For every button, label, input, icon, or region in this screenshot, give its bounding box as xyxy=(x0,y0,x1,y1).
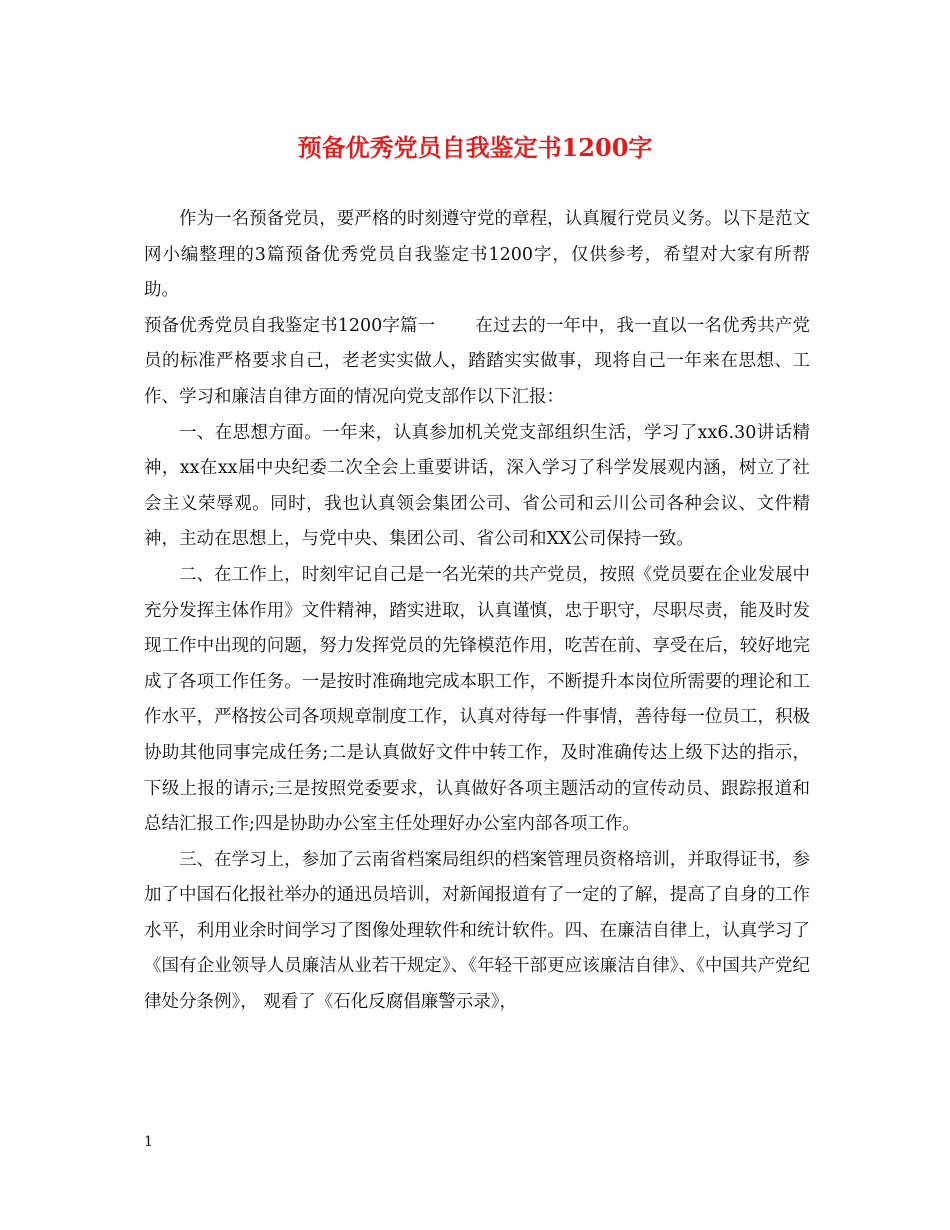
document-body xyxy=(144,202,810,1021)
page-number: 1 xyxy=(144,1134,153,1150)
study-paragraph: 三、在学习上，参加了云南省档案局组织的档案管理员资格培训，并取得证书，参加了中国石化报社举办的通迅员培训，对新闻报道有了一定的了解，提高了自身的工作水平，利用业余时间学习了图像处理软件和统计软件。四、在廉洁自律上，认真学习了《国有企业领导人员廉洁从业若干规定》、《年轻干部更应该廉洁自律》、《中国共产党纪律处分条例》， 观看了《石化反腐倡廉警示录》， xyxy=(144,849,810,1013)
section-paragraph xyxy=(144,309,810,416)
work-paragraph: 二、在工作上，时刻牢记自己是一名光荣的共产党员，按照《党员要在企业发展中充分发挥主体作用》文件精神，踏实进取，认真谨慎，忠于职守，尽职尽责，能及时发现工作中出现的问题，努力发挥党员的先锋模范作用，吃苦在前、享受在后，较好地完成了各项工作任务。一是按时准确地完成本职工作，不断提升本岗位所需要的理论和工作水平，严格按公司各项规章制度工作，认真对待每一件事情，善待每一位员工，积极协助其他同事完成任务;二是认真做好文件中转工作，及时准确传达上级下达的指示，下级上报的请示;三是按照党委要求，认真做好各项主题活动的宣传动员、跟踪报道和总结汇报工作;四是协助办公室主任处理好办公室内部各项工作。 xyxy=(144,564,810,835)
document-title: 预备优秀党员自我鉴定书1200字 xyxy=(297,133,653,162)
intro-paragraph: 作为一名预备党员，要严格的时刻遵守党的章程，认真履行党员义务。以下是范文网小编整理的3篇预备优秀党员自我鉴定书1200字，仅供参考，希望对大家有所帮助。 xyxy=(144,209,810,301)
section-heading: 预备优秀党员自我鉴定书1200字篇一 xyxy=(144,315,436,336)
section-opening-text: 在过去的一年中，我一直以一名优秀共产党员的标准严格要求自己，老老实实做人，踏踏实实做事，现将自己一年来在思想、工作、学习和廉洁自律方面的情况向党支部作以下汇报： xyxy=(144,315,810,407)
thought-paragraph: 一、在思想方面。一年来，认真参加机关党支部组织生活，学习了xx6.30讲话精神，xx在xx届中央纪委二次全会上重要讲话，深入学习了科学发展观内涵，树立了社会主义荣辱观。同时，我也认真领会集团公司、省公司和云川公司各种会议、文件精神，主动在思想上，与党中央、集团公司、省公司和XX公司保持一致。 xyxy=(144,422,810,550)
